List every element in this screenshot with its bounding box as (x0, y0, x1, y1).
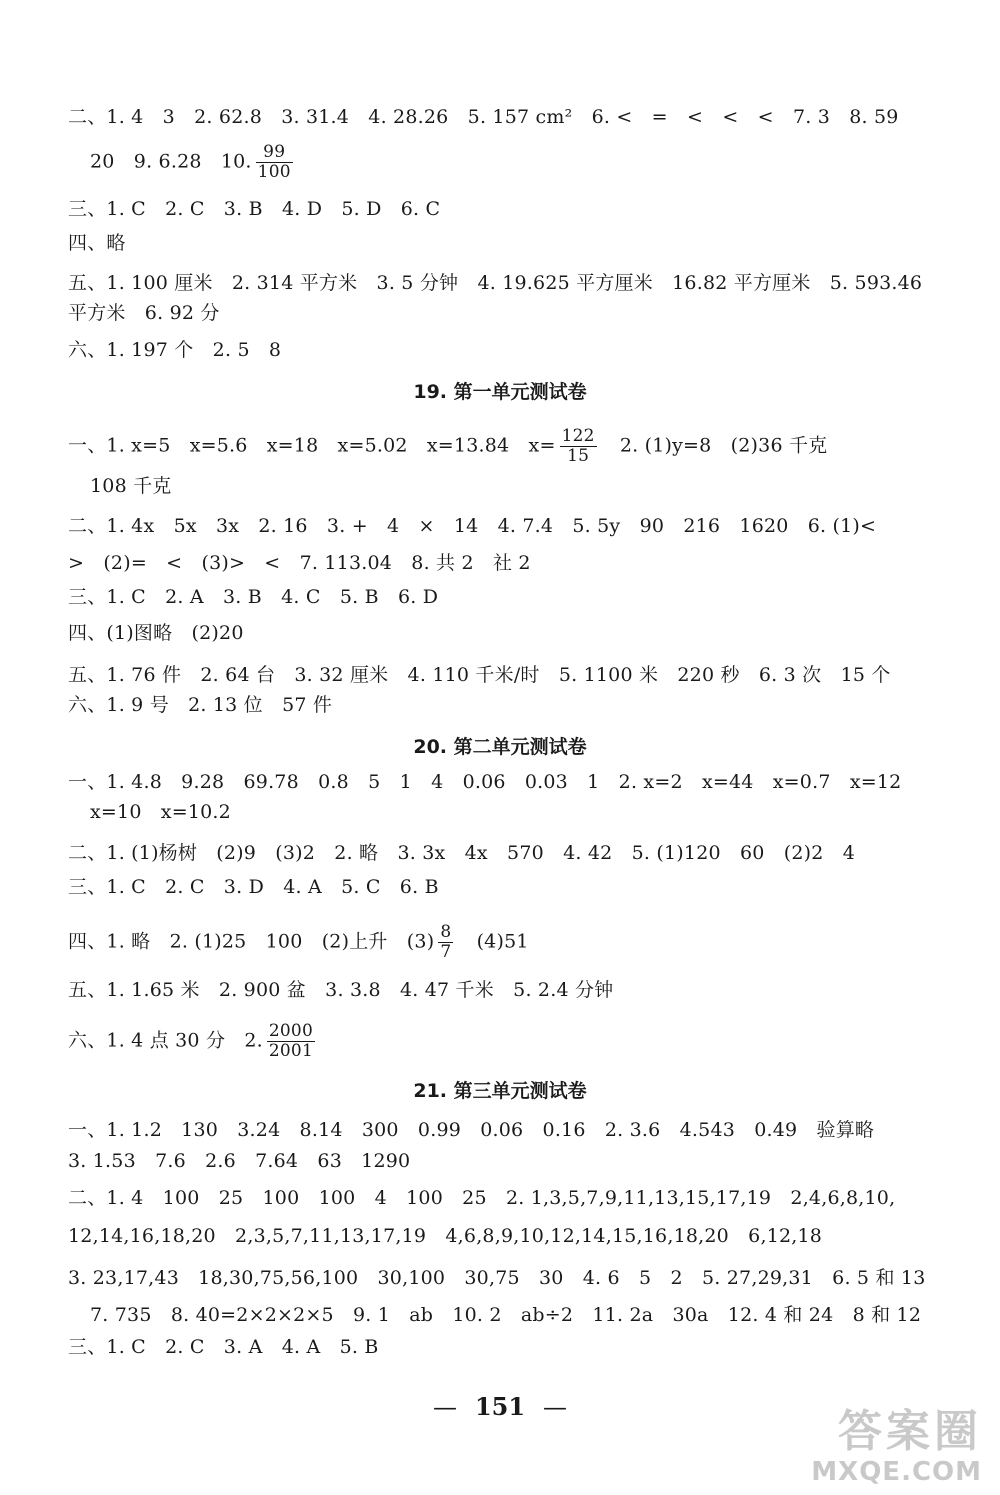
answer-line: 六、1. 9 号 2. 13 位 57 件 (68, 694, 333, 716)
section-title: 20. 第二单元测试卷 (413, 736, 587, 758)
answer-line: x=10 x=10.2 (90, 801, 231, 823)
answer-line: 四、(1)图略 (2)20 (68, 622, 244, 644)
fraction-numerator: 8 (440, 922, 452, 942)
watermark-logo (811, 1407, 982, 1487)
answer-line (90, 143, 297, 182)
answer-line: 五、1. 76 件 2. 64 台 3. 32 厘米 4. 110 千米/时 5. 1100 米 220 秒 6. 3 次 15 个 (68, 664, 891, 686)
section-title: 19. 第一单元测试卷 (413, 381, 587, 403)
page-dash-right: — (543, 1393, 568, 1421)
answer-line: 六、1. 197 个 2. 5 8 (68, 339, 282, 361)
answer-text: (4)51 (476, 930, 529, 953)
answer-line: > (2)= < (3)> < 7. 113.04 8. 共 2 社 2 (68, 552, 531, 574)
answer-line: 二、1. 4 100 25 100 100 4 100 25 2. 1,3,5,7,9,11,13,15,17,19 2,4,6,8,10, (68, 1187, 896, 1209)
fraction (256, 143, 293, 182)
answer-line: 二、1. 4 3 2. 62.8 3. 31.4 4. 28.26 5. 157 cm² 6. < = < < < 7. 3 8. 59 (68, 106, 899, 128)
fraction-denominator: 15 (567, 446, 590, 466)
answer-line: 一、1. 1.2 130 3.24 8.14 300 0.99 0.06 0.16 2. 3.6 4.543 0.49 验算略 (68, 1119, 875, 1141)
answer-line: 三、1. C 2. C 3. A 4. A 5. B (68, 1336, 379, 1358)
answer-line: 3. 23,17,43 18,30,75,56,100 30,100 30,75 30 4. 6 5 2 5. 27,29,31 6. 5 和 13 (68, 1267, 926, 1289)
answer-text: 一、1. x=5 x=5.6 x=18 x=5.02 x=13.84 x= (68, 434, 556, 457)
answer-line: 7. 735 8. 40=2×2×2×5 9. 1 ab 10. 2 ab÷2 11. 2a 30a 12. 4 和 24 8 和 12 (90, 1304, 922, 1326)
answer-text: 四、1. 略 2. (1)25 100 (2)上升 (3) (68, 930, 435, 953)
page-number-value: 151 (474, 1392, 526, 1421)
answer-line: 二、1. 4x 5x 3x 2. 16 3. + 4 × 14 4. 7.4 5. 5y 90 216 1620 6. (1)< (68, 515, 877, 537)
answer-line: 三、1. C 2. C 3. D 4. A 5. C 6. B (68, 876, 439, 898)
fraction-denominator: 7 (440, 942, 452, 962)
answer-line: 三、1. C 2. C 3. B 4. D 5. D 6. C (68, 198, 441, 220)
answer-line: 12,14,16,18,20 2,3,5,7,11,13,17,19 4,6,8,9,10,12,14,15,16,18,20 6,12,18 (68, 1225, 823, 1247)
answer-line: 一、1. 4.8 9.28 69.78 0.8 5 1 4 0.06 0.03 1 2. x=2 x=44 x=0.7 x=12 (68, 771, 902, 793)
answer-line: 平方米 6. 92 分 (68, 302, 220, 324)
fraction-numerator: 99 (256, 143, 293, 163)
answer-line: 108 千克 (90, 475, 172, 497)
answer-line (68, 923, 529, 962)
answer-line: 3. 1.53 7.6 2.6 7.64 63 1290 (68, 1150, 411, 1172)
fraction-numerator: 2000 (268, 1021, 313, 1041)
answer-line: 二、1. (1)杨树 (2)9 (3)2 2. 略 3. 3x 4x 570 4. 42 5. (1)120 60 (2)2 4 (68, 842, 856, 864)
fraction (560, 427, 597, 466)
page-dash-left: — (432, 1393, 457, 1421)
fraction-denominator: 2001 (268, 1041, 313, 1061)
answer-text: 六、1. 4 点 30 分 2. (68, 1029, 263, 1052)
answer-line (68, 1022, 319, 1061)
answer-text: 20 9. 6.28 10. (90, 150, 252, 173)
fraction (438, 923, 453, 962)
answer-line: 三、1. C 2. A 3. B 4. C 5. B 6. D (68, 586, 439, 608)
fraction-numerator: 122 (561, 426, 595, 446)
section-title: 21. 第三单元测试卷 (413, 1080, 587, 1102)
fraction (267, 1022, 315, 1061)
watermark-top-text: 答案圈 (838, 1406, 982, 1457)
answer-line: 五、1. 1.65 米 2. 900 盆 3. 3.8 4. 47 千米 5. 2.4 分钟 (68, 979, 614, 1001)
answer-text: 2. (1)y=8 (2)36 千克 (619, 434, 828, 457)
answer-line: 四、略 (68, 232, 126, 254)
watermark-bottom-text: MXQE.COM (811, 1457, 982, 1487)
answer-line: 五、1. 100 厘米 2. 314 平方米 3. 5 分钟 4. 19.625 平方厘米 16.82 平方厘米 5. 593.46 (68, 272, 923, 294)
answer-line (68, 427, 827, 466)
fraction-denominator: 100 (257, 162, 291, 182)
